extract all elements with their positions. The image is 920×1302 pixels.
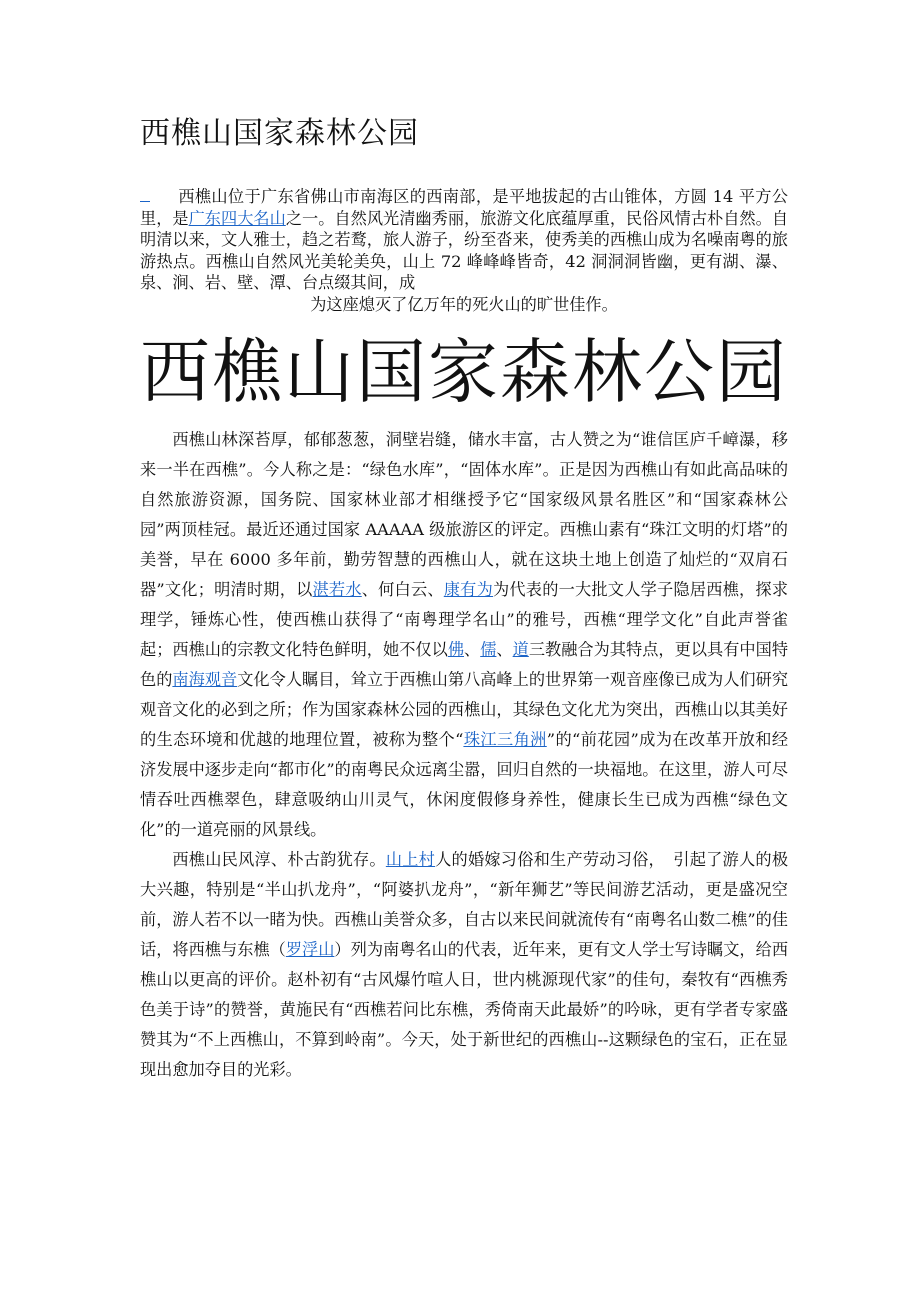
link-kang-youwei[interactable]: 康有为 — [443, 580, 493, 599]
page-title: 西樵山国家森林公园 — [140, 116, 419, 151]
document-page — [140, 110, 788, 1085]
link-guangdong-four-mountains[interactable]: 广东四大名山 — [188, 208, 286, 228]
text-segment: 、 — [464, 640, 481, 659]
link-nanhai-guanyin[interactable]: 南海观音 — [172, 670, 238, 689]
large-heading: 西樵山国家森林公园 — [140, 331, 788, 413]
link-shanshang-village[interactable]: 山上村 — [385, 850, 436, 869]
intro-last-line: 为这座熄灭了亿万年的死火山的旷世佳作。 — [310, 294, 618, 314]
text-segment: 、 — [496, 640, 513, 659]
text-segment: 三教融合为其特点，更以具有中国特色的 — [140, 640, 789, 689]
paragraph-2 — [140, 845, 788, 1085]
text-segment: 为代表的一大批文人学子隐居西樵，探求理学，锤炼心性，使西樵山获得了“南粤理学名山”的雅号，西樵“理学文化”自此声誉雀起；西樵山的宗教文化特色鲜明，她不仅以 — [140, 580, 789, 659]
anchor-link-marker[interactable] — [140, 200, 150, 202]
link-pearl-river-delta[interactable]: 珠江三角洲 — [463, 730, 547, 749]
article-body — [140, 425, 788, 1085]
intro-text-2: 之一。自然风光清幽秀丽，旅游文化底蕴厚重，民俗风情古朴自然。自明清以来，文人雅士，趋之若鹜，旅人游子，纷至沓来，使秀美的西樵山成为名噪南粤的旅游热点。西樵山自然风光美轮美奂，山上 72 峰峰峰皆奇，42 洞洞洞皆幽，更有湖、瀑、泉、涧、岩、壁、潭、台点缀其间，成 — [140, 208, 789, 292]
text-segment: 、何白云、 — [361, 580, 444, 599]
link-taoism[interactable]: 道 — [512, 640, 529, 659]
text-segment: 文化令人瞩目，耸立于西樵山第八高峰上的世界第一观音座像已成为人们研究观音文化的必到之所；作为国家森林公园的西樵山，其绿色文化尤为突出，西樵山以其美好的生态环境和优越的地理位置，被称为整个“ — [140, 670, 789, 749]
text-segment: ）列为南粤名山的代表，近年来，更有文人学士写诗瞩文，给西樵山以更高的评价。赵朴初有“古风爆竹喧人日，世内桃源现代家”的佳句，秦牧有“西樵秀色美于诗”的赞誉，黄施民有“西樵若问比东樵，秀倚南天此最娇”的吟咏，更有学者专家盛赞其为“不上西樵山，不算到岭南”。今天，处于新世纪的西樵山--这颗绿色的宝石，正在显现出愈加夺目的光彩。 — [140, 940, 789, 1079]
link-buddhism[interactable]: 佛 — [447, 640, 465, 659]
link-confucianism[interactable]: 儒 — [480, 640, 497, 659]
paragraph-1 — [140, 425, 788, 845]
intro-paragraph — [140, 186, 788, 315]
text-segment: 西樵山林深苔厚，郁郁葱葱，洞壁岩缝，储水丰富，古人赞之为“谁信匡庐千嶂瀑，移来一半在西樵”。今人称之是：“绿色水库”，“固体水库”。正是因为西樵山有如此高品味的自然旅游资源，国务院、国家林业部才相继授予它“国家级风景名胜区”和“国家森林公园”两顶桂冠。最近还通过国家 AAAAA 级旅游区的评定。西樵山素有“珠江文明的灯塔”的美誉，早在 6000 多年前，勤劳智慧的西樵山人，就在这块土地上创造了灿烂的“双肩石器”文化；明清时期，以 — [140, 430, 788, 599]
link-luofu-mountain[interactable]: 罗浮山 — [285, 940, 335, 959]
text-segment: ”的“前花园”成为在改革开放和经济发展中逐步走向“都市化”的南粤民众远离尘嚣，回归自然的一块福地。在这里，游人可尽情吞吐西樵翠色，肆意吸纳山川灵气，休闲度假修身养性，健康长生已成为西樵“绿色文化”的一道亮丽的风景线。 — [140, 730, 789, 839]
text-segment: 西樵山民风淳、朴古韵犹存。 — [172, 850, 386, 869]
link-zhan-ruoshui[interactable]: 湛若水 — [312, 580, 362, 599]
intro-text-1: 西樵山位于广东省佛山市南海区的西南部，是平地拔起的古山锥体，方圆 14 平方公里，是 — [140, 187, 788, 228]
text-segment: 人的婚嫁习俗和生产劳动习俗， 引起了游人的极大兴趣，特别是“半山扒龙舟”，“阿婆扒龙舟”，“新年狮艺”等民间游艺活动，更是盛况空前，游人若不以一睹为快。西樵山美誉众多，自古以来民间就流传有“南粤名山数二樵”的佳话，将西樵与东樵（ — [140, 850, 789, 959]
